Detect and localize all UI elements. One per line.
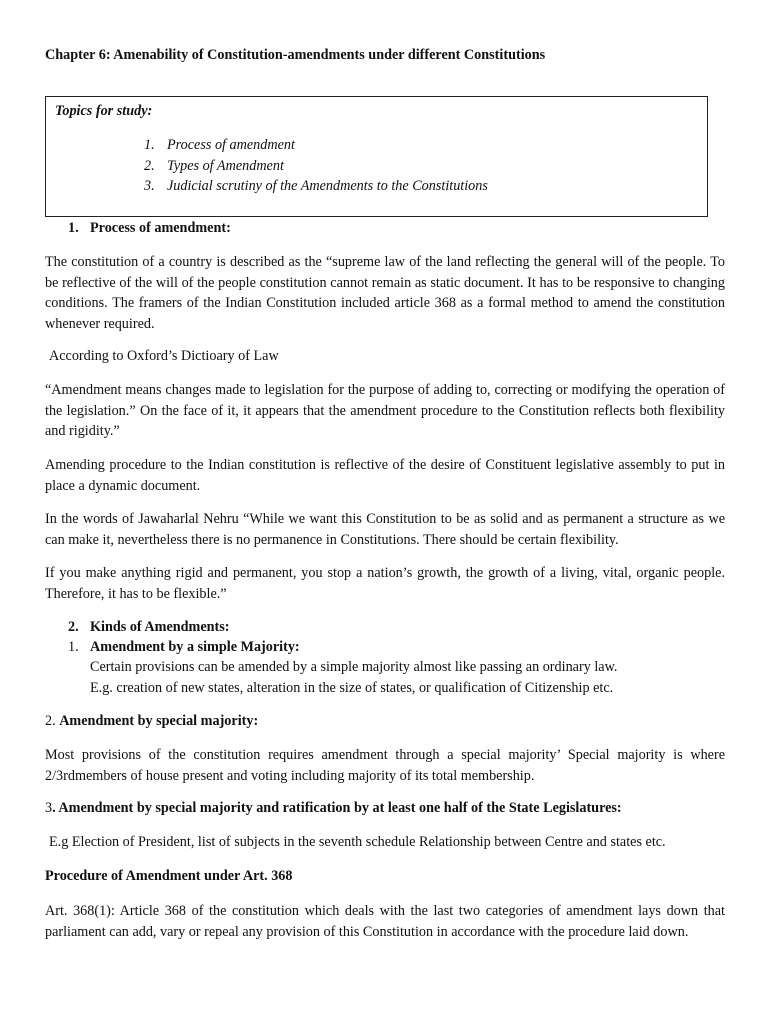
topic-item: 1. Process of amendment	[144, 137, 295, 153]
subheading-ratification: 3. Amendment by special majority and ratification by at least one half of the State Legislatures:	[45, 800, 622, 816]
paragraph-constitution: The constitution of a country is described as the “supreme law of the land reflecting the general will of the people. To be reflective of the will of the people constitution cannot remain as static document. It has to be responsive to changing conditions. The framers of the Indian Constitution included article 368 as a formal method to amend the constitution whenever required.	[45, 254, 725, 332]
topics-title: Topics for study:	[55, 103, 153, 119]
section-heading-kinds: 2. Kinds of Amendments:	[68, 619, 230, 635]
simple-majority-text: Certain provisions can be amended by a simple majority almost like passing an ordinary law.	[90, 659, 618, 675]
paragraph-amending: Amending procedure to the Indian constitution is reflective of the desire of Constituent legislative assembly to put in place a dynamic document.	[45, 457, 725, 494]
paragraph-nehru-2: If you make anything rigid and permanent, you stop a nation’s growth, the growth of a living, vital, organic people. Therefore, it has to be flexible.”	[45, 565, 725, 602]
subheading-simple-majority: 1. Amendment by a simple Majority:	[68, 639, 300, 655]
ratification-example: E.g Election of President, list of subjects in the seventh schedule Relationship between Centre and states etc.	[49, 834, 666, 850]
topic-item: 3. Judicial scrutiny of the Amendments to the Constitutions	[144, 178, 488, 194]
topic-item: 2. Types of Amendment	[144, 158, 284, 174]
paragraph-quote: “Amendment means changes made to legislation for the purpose of adding to, correcting or modifying the operation of the legislation.” On the face of it, it appears that the amendment procedure to the Constitution reflects both flexibility and rigidity.”	[45, 382, 725, 439]
paragraph-procedure: Art. 368(1): Article 368 of the constitution which deals with the last two categories of amendment lays down that parliament can add, vary or repeal any provision of this Constitution in accordance with the procedure laid down.	[45, 903, 725, 940]
simple-majority-example: E.g. creation of new states, alteration in the size of states, or qualification of Citizenship etc.	[90, 680, 614, 696]
section-heading-process: 1. Process of amendment:	[68, 220, 231, 236]
subheading-special-majority: 2. Amendment by special majority:	[45, 713, 259, 729]
paragraph-special-majority: Most provisions of the constitution requires amendment through a special majority’ Special majority is where 2/3rdmembers of house present and voting including majority of its total membership.	[45, 747, 725, 784]
topics-box	[45, 96, 708, 217]
oxford-intro: According to Oxford’s Dictioary of Law	[49, 348, 279, 364]
procedure-heading: Procedure of Amendment under Art. 368	[45, 868, 293, 884]
paragraph-nehru: In the words of Jawaharlal Nehru “While we want this Constitution to be as solid and as permanent a structure as we can make it, nevertheless there is no permanence in Constitutions. There should be certain flexibility.	[45, 511, 725, 548]
chapter-title: Chapter 6: Amenability of Constitution-amendments under different Constitutions	[45, 47, 546, 63]
